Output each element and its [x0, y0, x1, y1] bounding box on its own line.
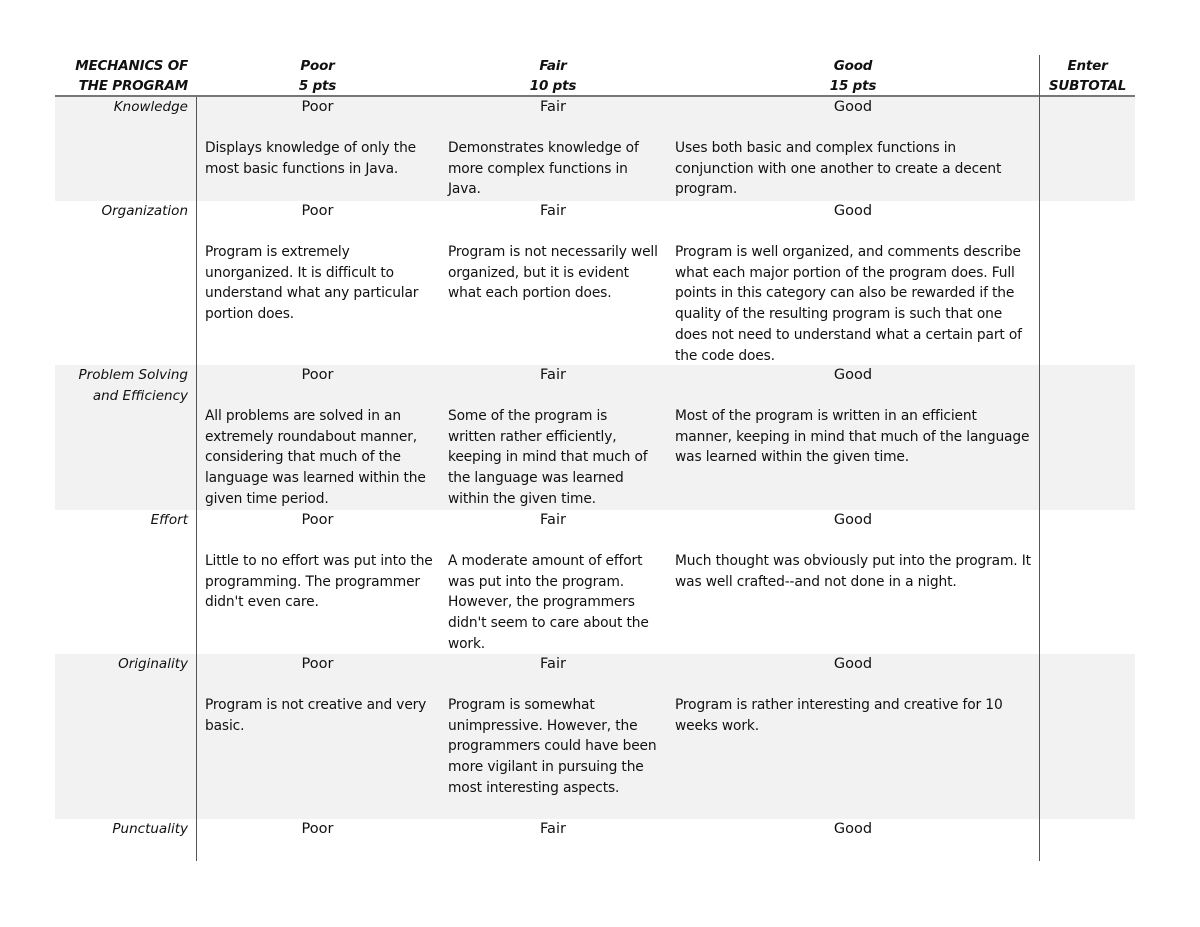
- row-category: [55, 365, 188, 406]
- rubric-row-punctuality: [55, 819, 1135, 861]
- fair-level: Fair: [540, 656, 566, 672]
- row-category-line: Organization: [101, 203, 188, 219]
- header-poor-label: Poor: [300, 58, 335, 74]
- fair-level: Fair: [540, 512, 566, 528]
- rubric-row-knowledge: [55, 97, 1135, 201]
- poor-description: Program is extremely unorganized. It is difficult to understand what any particular portion does.: [205, 244, 419, 323]
- good-level: Good: [833, 512, 873, 528]
- category-column-rule: [196, 97, 197, 861]
- row-category-line: Problem Solving: [78, 367, 188, 383]
- header-category-line1: MECHANICS OF: [75, 58, 188, 74]
- fair-description: Some of the program is written rather efficiently, keeping in mind that much of the language was learned within the given time.: [448, 408, 648, 507]
- poor-level: Poor: [301, 99, 334, 115]
- row-category: [55, 510, 188, 531]
- header-category: [40, 56, 188, 96]
- header-poor-points: 5 pts: [298, 78, 337, 94]
- fair-level: Fair: [540, 99, 566, 115]
- row-category-line: Originality: [118, 656, 188, 672]
- rubric-row-effort: [55, 510, 1135, 654]
- good-description: Program is well organized, and comments describe what each major portion of the program does. Full points in this category can also be rewarded if the quality of the resulting program is such that one does not need to understand what a certain part of the code does.: [675, 244, 1022, 364]
- header-poor: [205, 56, 430, 96]
- good-level: Good: [833, 656, 873, 672]
- subtotal-column-rule: [1039, 55, 1040, 861]
- good-level: Good: [833, 99, 873, 115]
- row-category: [55, 97, 188, 118]
- row-category: [55, 654, 188, 675]
- header-category-line2: THE PROGRAM: [78, 78, 188, 94]
- poor-description: Little to no effort was put into the programming. The programmer didn't even care.: [205, 553, 433, 611]
- row-category-line: Effort: [150, 512, 188, 528]
- fair-description: A moderate amount of effort was put into the program. However, the programmers didn't seem to care about the work.: [448, 553, 649, 652]
- row-category: [55, 819, 188, 840]
- header-fair: [448, 56, 658, 96]
- row-category-line: and Efficiency: [92, 387, 188, 404]
- rubric-row-problem-solving: [55, 365, 1135, 510]
- header-subtotal: [1040, 56, 1135, 96]
- fair-description: Demonstrates knowledge of more complex functions in Java.: [448, 140, 639, 198]
- good-level: Good: [833, 367, 873, 383]
- good-description: Program is rather interesting and creative for 10 weeks work.: [675, 697, 1003, 734]
- poor-level: Poor: [301, 512, 334, 528]
- fair-level: Fair: [540, 821, 566, 837]
- poor-description: Program is not creative and very basic.: [205, 697, 427, 734]
- header-good-label: Good: [833, 58, 873, 74]
- poor-description: All problems are solved in an extremely roundabout manner, considering that much of the language was learned within the given time period.: [205, 408, 426, 507]
- row-category-line: Punctuality: [112, 821, 188, 837]
- good-description: Most of the program is written in an efficient manner, keeping in mind that much of the language was learned within the given time.: [675, 408, 1030, 466]
- header-fair-label: Fair: [539, 58, 567, 74]
- header-good: [675, 56, 1031, 96]
- rubric-row-originality: [55, 654, 1135, 819]
- good-level: Good: [833, 821, 873, 837]
- fair-level: Fair: [540, 203, 566, 219]
- good-description: Uses both basic and complex functions in conjunction with one another to create a decent program.: [675, 140, 1002, 198]
- fair-description: Program is not necessarily well organized, but it is evident what each portion does.: [448, 244, 658, 302]
- header-subtotal-line1: Enter: [1067, 58, 1108, 74]
- row-category: [55, 201, 188, 222]
- rubric-row-organization: [55, 201, 1135, 365]
- header-good-points: 15 pts: [829, 78, 877, 94]
- good-level: Good: [833, 203, 873, 219]
- poor-description: Displays knowledge of only the most basic functions in Java.: [205, 140, 416, 177]
- header-fair-points: 10 pts: [529, 78, 577, 94]
- poor-level: Poor: [301, 656, 334, 672]
- fair-level: Fair: [540, 367, 566, 383]
- poor-level: Poor: [301, 821, 334, 837]
- row-category-line: Knowledge: [113, 99, 188, 115]
- good-description: Much thought was obviously put into the program. It was well crafted--and not done in a night.: [675, 553, 1031, 590]
- poor-level: Poor: [301, 203, 334, 219]
- header-subtotal-line2: SUBTOTAL: [1048, 78, 1127, 94]
- fair-description: Program is somewhat unimpressive. However, the programmers could have been more vigilant in pursuing the most interesting aspects.: [448, 697, 657, 796]
- poor-level: Poor: [301, 367, 334, 383]
